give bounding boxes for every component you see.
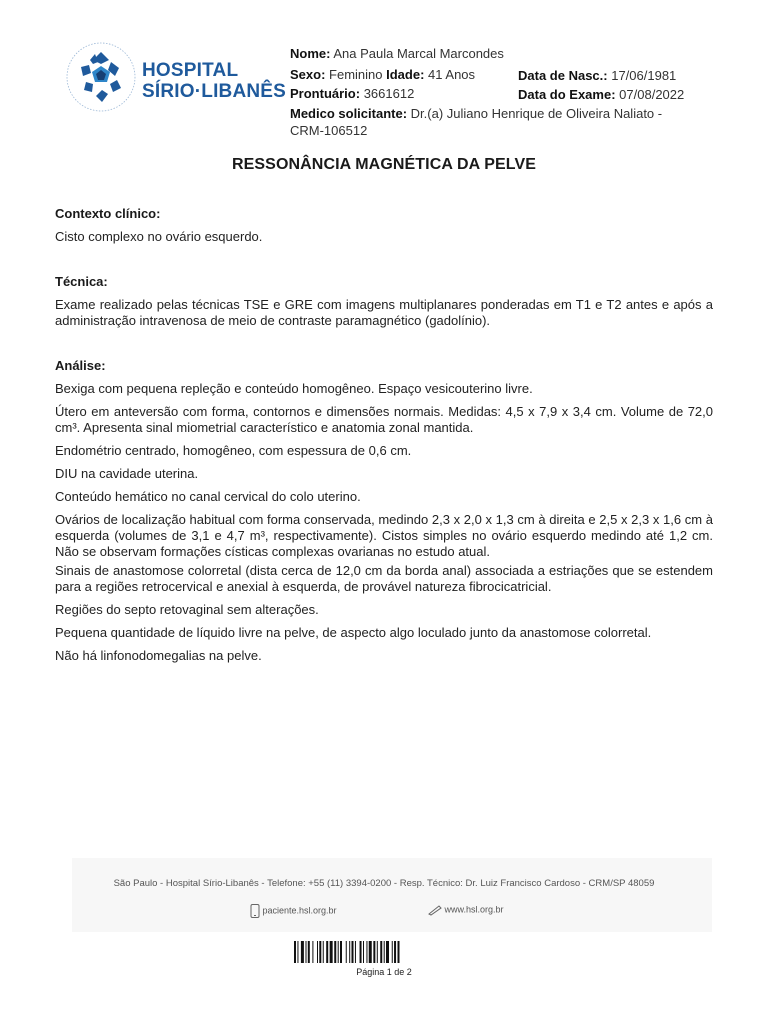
analysis-paragraph: Não há linfonodomegalias na pelve.	[55, 648, 262, 663]
barcode-bar	[363, 941, 364, 963]
barcode-bar	[326, 941, 328, 963]
barcode-bar	[355, 941, 356, 963]
record-row	[290, 86, 414, 102]
analysis-paragraph: DIU na cavidade uterina.	[55, 466, 199, 481]
barcode-bar	[384, 941, 385, 963]
barcode-bar	[317, 941, 318, 963]
footer-contact: São Paulo - Hospital Sírio-Libanês - Telefone: +55 (11) 3394-0200 - Resp. Técnico: Dr. Luiz Francisco Cardoso - CRM/SP 48059	[113, 878, 655, 889]
patient-name: Ana Paula Marcal Marcondes	[333, 46, 504, 61]
barcode-bar	[380, 941, 382, 963]
barcode-bar	[338, 941, 339, 963]
exam-date-label: Data do Exame:	[518, 87, 616, 102]
analysis-paragraph: Ovários de localização habitual com forma conservada, medindo 2,3 x 2,0 x 1,3 cm à direita e 2,5 x 2,3 x 1,6 cm à esquerda (volumes de 3,1 e 4,7 m³, respectivamente). Cistos simples no ovário esquerdo medindo até 1,2 cm. Não se observam formações císticas complexas ovarianas no estudo atual.	[55, 512, 713, 559]
analysis-paragraph: Sinais de anastomose colorretal (dista cerca de 12,0 cm da borda anal) associada a estriações que se estendem para a regiões retrocervical e anexial à esquerda, de provável natureza fibrocicatricial.	[55, 563, 713, 594]
page-number: Página 1 de 2	[356, 967, 412, 977]
barcode-bar	[398, 941, 400, 963]
record-label: Prontuário:	[290, 86, 361, 101]
logo-line-1: HOSPITAL	[142, 60, 239, 81]
birth-date: 17/06/1981	[611, 68, 677, 83]
technique-text: Exame realizado pelas técnicas TSE e GRE com imagens multiplanares ponderadas em T1 e T2 antes e após a administração intravenosa de meio de contraste paramagnético (gadolínio).	[55, 297, 713, 328]
barcode-bar	[360, 941, 362, 963]
patient-age: 41 Anos	[428, 67, 476, 82]
barcode-bar	[312, 941, 313, 963]
record-number: 3661612	[363, 86, 415, 101]
age-label: Idade:	[386, 67, 425, 82]
barcode-bar	[369, 941, 372, 963]
barcode-bar	[392, 941, 393, 963]
sex-label: Sexo:	[290, 67, 326, 82]
barcode-bar	[294, 941, 296, 963]
exam-date: 07/08/2022	[619, 87, 685, 102]
birth-date-label: Data de Nasc.:	[518, 68, 608, 83]
physician-label: Medico solicitante:	[290, 106, 408, 121]
analysis-paragraph: Bexiga com pequena repleção e conteúdo homogêneo. Espaço vesicouterino livre.	[55, 381, 533, 396]
barcode-bar	[386, 941, 389, 963]
patient-sex: Feminino	[329, 67, 383, 82]
website-link[interactable]	[428, 904, 504, 916]
barcode-bar	[323, 941, 324, 963]
barcode-bar	[373, 941, 375, 963]
barcode-bar	[330, 941, 333, 963]
analysis-paragraph: Útero em anteversão com forma, contornos e dimensões normais. Medidas: 4,5 x 7,9 x 3,4 cm. Volume de 72,0 cm³. Apresenta sinal miometrial característico e anatomia zonal mantida.	[55, 404, 713, 435]
analysis-paragraph: Conteúdo hemático no canal cervical do colo uterino.	[55, 489, 361, 504]
physician-name: Dr.(a) Juliano Henrique de Oliveira Naliato -	[410, 106, 663, 121]
section-context	[55, 206, 713, 245]
context-text: Cisto complexo no ovário esquerdo.	[55, 229, 263, 244]
barcode-bar	[346, 941, 347, 963]
barcode-bar	[297, 941, 298, 963]
analysis-title: Análise:	[55, 358, 106, 373]
barcode-bar	[366, 941, 367, 963]
barcode-bar	[352, 941, 354, 963]
name-label: Nome:	[290, 46, 331, 61]
section-technique	[55, 274, 713, 329]
analysis-paragraph: Pequena quantidade de líquido livre na pelve, de aspecto algo loculado junto da anastomose colorretal.	[55, 625, 652, 640]
barcode-bar	[308, 941, 310, 963]
technique-title: Técnica:	[55, 274, 108, 289]
patient-portal-link[interactable]	[250, 904, 337, 918]
barcode-bar	[377, 941, 378, 963]
logo-line-2: SÍRIO·LIBANÊS	[142, 81, 287, 102]
analysis-paragraph: Endométrio centrado, homogêneo, com espessura de 0,6 cm.	[55, 443, 412, 458]
barcode	[294, 941, 434, 963]
physician-crm-value: CRM-106512	[290, 123, 368, 138]
barcode-bar	[319, 941, 321, 963]
context-title: Contexto clínico:	[55, 206, 161, 221]
hospital-logo	[64, 40, 294, 116]
analysis-paragraph: Regiões do septo retovaginal sem alterações.	[55, 602, 319, 617]
physician-row	[290, 106, 662, 122]
sex-age-row	[290, 67, 475, 83]
phone-icon	[250, 904, 260, 918]
barcode-bar	[349, 941, 350, 963]
barcode-bar	[394, 941, 396, 963]
logo-emblem-icon	[64, 40, 138, 114]
barcode-bar	[340, 941, 342, 963]
patient-portal-text: paciente.hsl.org.br	[262, 905, 337, 916]
section-analysis	[55, 358, 713, 664]
exam-date-row	[518, 87, 684, 103]
barcode-bar	[334, 941, 336, 963]
barcode-bar	[301, 941, 304, 963]
website-text: www.hsl.org.br	[444, 904, 504, 915]
physician-crm	[290, 123, 367, 139]
barcode-bar	[306, 941, 307, 963]
birth-date-row	[518, 68, 676, 84]
patient-name-row	[290, 46, 504, 62]
report-title: RESSONÂNCIA MAGNÉTICA DA PELVE	[231, 156, 537, 173]
pen-icon	[428, 904, 442, 916]
footer-band	[72, 858, 712, 932]
